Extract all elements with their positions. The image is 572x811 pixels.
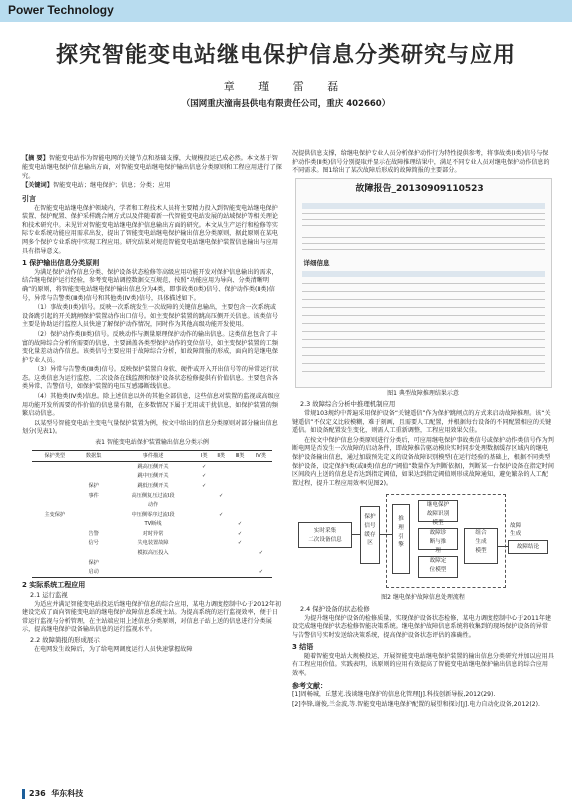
table-cell (212, 472, 230, 482)
report-row-line (302, 347, 545, 348)
table-cell (32, 501, 78, 511)
table-cell (250, 520, 272, 530)
table-header-cell: 保护类型 (32, 450, 78, 462)
table-cell (230, 501, 250, 511)
table-cell: ✓ (202, 463, 207, 470)
table-cell: 主变保护 (44, 511, 66, 518)
report-row-line (302, 243, 545, 244)
table-cell (250, 510, 272, 520)
table-cell (32, 472, 78, 482)
detail-heading: 详细信息 (303, 258, 330, 267)
table-cell (196, 539, 212, 549)
table-cell (196, 510, 212, 520)
table-cell (250, 501, 272, 511)
table-cell (32, 529, 78, 539)
report-row-line (302, 339, 545, 340)
table-row (32, 549, 272, 559)
table-cell (230, 472, 250, 482)
table-cell (212, 481, 230, 491)
report-row-line (302, 323, 545, 324)
table-row (32, 568, 272, 578)
table-row (32, 501, 272, 511)
table-cell (212, 549, 230, 559)
table-cell (32, 481, 78, 491)
subsection-paragraph: 在电网发生故障后，为了给电网调度运行人员快速掌握故障 (34, 645, 193, 653)
table-cell (196, 558, 212, 568)
report-header-bar (302, 203, 545, 209)
table-cell (196, 568, 212, 578)
table-cell: ✓ (237, 530, 243, 537)
table-header-cell: Ⅰ类 (196, 450, 212, 462)
table-cell (78, 520, 110, 530)
authors: 章 瑾 雷 磊 (223, 80, 349, 93)
table-cell (212, 558, 230, 568)
figure-1-caption: 图1 典型故障推理结果示意 (387, 389, 459, 397)
continued-paragraph: 况提供信息支撑，给继电保护专业人员分析保护动作行为特性提供参考，将事故类(Ⅰ类)信号与保护动作类(Ⅱ类)信号分别提取并显示在故障推理结果中，满足不同专业人员对继电保护动作信息的不同需求。图1给出了某次故障后形成的故障简报的主要部分。 (292, 150, 550, 175)
table-cell (78, 501, 110, 511)
processing-flow-diagram (298, 492, 548, 592)
report-row-line (302, 355, 545, 356)
signal-buffer-box: 保护 信号 缓存 区 (360, 506, 380, 564)
table-cell: 信号 (88, 540, 99, 547)
subsection-paragraph: 为适应并满足智能变电站投运后继电保护信息的综合应用，某电力调度控制中心于2012年初建设完成了面向智能变电站的继电保护故障信息系统主站。为提高系统的运行监视效率，便于日常运行监视与分析管理，在主站端应用上述信息分类原则，对信息子站上送的信息进行分类展示，提高继电保护设备输出信息的运行监视水平。 (22, 600, 282, 634)
table-cell (250, 529, 272, 539)
table-cell: 高压侧复压过流Ⅰ段 (131, 492, 175, 499)
table-cell (32, 462, 78, 472)
table-cell: 保护 (88, 482, 99, 489)
report-row-line (302, 237, 545, 238)
journal-header-bar (0, 0, 572, 22)
table-cell: ✓ (258, 550, 264, 557)
table-cell: 事件 (88, 492, 99, 499)
report-row-line (302, 315, 545, 316)
table-cell (230, 462, 250, 472)
conclusion-paragraph: 随着智能变电站大规模投运，开展智能变电站继电保护装置的输出信息分类研究并加以应用具有工程应用价值。实践表明，该原则的应用有效提高了智能变电站继电保护输出信息的综合应用效率。 (292, 652, 554, 678)
section-1-paragraph: 为满足保护动作信息分类、保护设备状态检修等高级应用功能开发对保护信息输出的需求，结合继电保护运行经验，参考变电站调控数据交互规范，按照“功能应用为导向、分类清晰明确”的原则，将智能变电站继电保护输出信息分为4类，即事故类(Ⅰ类)信号、保护动作类(Ⅱ类)信号，异常与告警类(Ⅲ类)信号和其他类(Ⅳ类)信号，具体描述如下。 (22, 268, 278, 302)
table-cell (196, 549, 212, 559)
table-cell (78, 462, 110, 472)
fault-report-figure (295, 178, 552, 388)
section-2-heading: 2 实际系统工程应用 (22, 581, 86, 590)
table-cell (230, 558, 250, 568)
table-cell: 失电装置故障 (137, 540, 169, 547)
reference-item: [2]李锋,谢俊,兰金波,等.智能变电站继电保护配置的展望和探讨[J].电力自动化设备,2012(2). (292, 700, 540, 708)
table-cell (230, 481, 250, 491)
classification-table (32, 450, 272, 579)
table-cell: 告警 (88, 530, 99, 537)
table-cell: 启动 (78, 568, 110, 578)
keywords-label: 【关键词】 (22, 182, 53, 189)
table-cell: 模拟高压投入 (137, 550, 169, 557)
table-cell (110, 568, 196, 578)
reference-item: [1]周畅城，丘慧光.浅谈继电保护的信息化管理[J].科技创新导报,2012(29). (292, 691, 496, 699)
table-cell (78, 472, 110, 482)
table-cell: 跳中压侧开关 (137, 473, 169, 480)
table-cell (78, 549, 110, 559)
table-cell: ✓ (237, 540, 243, 547)
section-3-heading: 3 结语 (292, 643, 314, 652)
flow-arrow (352, 534, 360, 535)
table-cell (250, 481, 272, 491)
table-cell (230, 491, 250, 501)
section-1-paragraph: （1）事故类(Ⅰ类)信号。反映一次系统发生一次故障的关键信息输出，主要包含一次系统或设备跳引起的开关跳闸保护装置动作出口信号。如主变保护装置的跳高压侧开关信息。该类信号主要是协助运行监控人员快速了解保护动作情况，同时作为其他高级功能开发使用。 (22, 304, 278, 329)
figure-2-caption: 图2 继电保护故障信息处理流程 (381, 594, 465, 602)
fault-conclusion-box: 故障结论 (508, 540, 548, 554)
table-cell (212, 539, 230, 549)
table-cell: 跳高压侧开关 (137, 463, 169, 470)
report-row-line (302, 371, 545, 372)
table-cell (250, 491, 272, 501)
table-cell: ✓ (202, 473, 207, 480)
subsection-heading: 2.2 故障简报的形成展示 (30, 635, 100, 644)
table-cell: 对时异常 (142, 530, 164, 537)
report-row-line (302, 307, 545, 308)
table-row (32, 491, 272, 501)
table-header-cell: Ⅱ类 (212, 450, 230, 462)
page-footer (22, 788, 83, 799)
report-row-line (302, 283, 545, 284)
table-cell (32, 520, 78, 530)
subsection-paragraph: 常规103规约中普遍采用保护设备“关键遥信”作为保护跳闸点的方式来启动故障推理。该“关键遥信”不仅定义比较模糊，难于刻画，且需要人工配置，并根据每台设备的不同配置相应的关键遥信。如设备配置发生变化，则需人工重新调整，工程应用效果欠佳。 (292, 409, 552, 435)
right-column (292, 150, 554, 710)
section-1-heading: 1 保护输出信息分类原则 (22, 259, 100, 268)
table-row (32, 529, 272, 539)
table-header-cell: 事件描述 (110, 450, 196, 462)
table-cell (250, 558, 272, 568)
fault-diagnosis-box: 故障诊 断与推 理 (418, 528, 458, 550)
table-cell (196, 501, 212, 511)
report-row-line (302, 291, 545, 292)
section-1-paragraph: （4）其他类(Ⅳ类)信息。除上述信息以外的其他全部信息，这些信息对装置的监视或高级应用功能开发所需要的作价值的信息量有限，在多数情况下属于无用或干扰信息，如保护装置的频繁启动信息。 (22, 393, 280, 418)
table-cell: 保护 (88, 559, 99, 566)
table-cell: ✓ (219, 511, 224, 518)
table-cell: 动作 (147, 502, 159, 509)
table-cell (78, 510, 110, 520)
table-cell (32, 558, 78, 568)
abstract-text: 智能变电站作为智能电网的关键节点和基础支撑，大规模投运已成必然。本文基于智能变电站继电保护信息输出方面，对智能变电站继电保护输出信息分类原则和工程应用进行了探究。 (22, 155, 282, 180)
section-1-paragraph: （2）保护动作类(Ⅱ类)信号。反映动作与测量原理保护动作的输出信息。这类信息包含了丰富的故障综合分析所需要的信息，主要涵盖各类型保护动作的变位信号，如主变保护装置的工频变化量差动动作信息。该类信号主要应用于故障综合分析，如故障简报的形成，面向的是继电保护专业人员。 (22, 330, 278, 364)
report-row-line (302, 299, 545, 300)
table-cell (212, 520, 230, 530)
table-row (32, 462, 272, 472)
abstract-label: 【摘 要】 (22, 155, 49, 162)
table-cell (32, 549, 78, 559)
report-row-line (302, 331, 545, 332)
subsection-heading: 2.4 保护设备的状态检修 (300, 604, 370, 613)
left-column (22, 192, 282, 655)
inference-engine-box: 推 理 引 擎 (392, 504, 410, 574)
table-cell (196, 529, 212, 539)
table-cell (196, 520, 212, 530)
table-cell (250, 472, 272, 482)
table-cell (196, 491, 212, 501)
table-cell (212, 529, 230, 539)
table-cell: 中压侧零序过流Ⅰ段 (131, 511, 175, 518)
table-cell (230, 549, 250, 559)
report-row-line (302, 219, 545, 220)
subsection-heading: 2.3 故障综合分析中推理机制应用 (300, 400, 396, 409)
table-row (32, 558, 272, 568)
table-header-cell: 数据集 (78, 450, 110, 462)
flow-arrow (380, 534, 392, 535)
table-row (32, 481, 272, 491)
fault-location-box: 故障定 位模型 (418, 556, 458, 578)
journal-name: Power Technology (8, 3, 114, 17)
references-heading: 参考文献： (292, 681, 327, 690)
fault-identify-model-box: 继电保护 故障识别 模型 (418, 500, 458, 522)
table-cell (230, 568, 250, 578)
table-cell (32, 491, 78, 501)
footer-bar (22, 789, 25, 799)
table-cell: 跳低压侧开关 (137, 482, 169, 489)
subsection-paragraph: 为提升继电保护设备的检修质量，实现保护设备状态检修，某电力调度控制中心于2011年建设完成继电保护状态检修智能决策系统。继电保护故障信息系统将收集到的现场保护设备的异常与告警信号实时发送给决策系统，提高保护设备状态评估的准确性。 (292, 614, 552, 639)
report-row-line (302, 363, 545, 364)
table-cell: ✓ (202, 482, 207, 489)
report-row-line (302, 249, 545, 250)
fault-label: 故障 (510, 523, 522, 530)
table-caption: 表1 智能变电站保护装置输出信息分类示例 (95, 439, 209, 447)
report-header-bar (302, 271, 545, 277)
table-header-cell: Ⅲ类 (230, 450, 250, 462)
table-cell: TV断线 (144, 521, 162, 528)
table-row (32, 520, 272, 530)
table-header-cell: Ⅳ类 (250, 450, 272, 462)
report-row-line (302, 213, 545, 214)
table-cell: ✓ (237, 521, 243, 528)
keywords-text: 智能变电站；继电保护；信息；分类；应用 (52, 182, 171, 189)
table-cell (110, 558, 196, 568)
table-cell: ✓ (250, 568, 272, 578)
subsection-heading: 2.1 运行监视 (30, 590, 68, 599)
paper-title: 探究智能变电站继电保护信息分类研究与应用 (55, 43, 516, 68)
table-cell (250, 462, 272, 472)
table-cell (32, 568, 78, 578)
section-1-paragraph: 以某型号智能变电站主变电气量保护装置为例，按文中给出的信息分类原则对部分输出信息划分(见表1)。 (22, 419, 278, 436)
flow-arrow (498, 546, 508, 547)
footer-journal: 华东科技 (51, 789, 84, 798)
realtime-collect-box: 实时采集 二次设备信息 (298, 522, 352, 548)
subsection-paragraph: 在按文中保护信息分类原则进行分类后，可应用继电保护事故类信号或保护动作类信号作为判断电网是否发生一次故障的启动条件，即故障推告驱动模块实时同步处理数据缓存区域内的继电保护设备输出信息，通过加载预先定义的设备故障识别模型(在运行经验的基础上，根据不同类型保护设备，设定保护Ⅰ类(或Ⅱ类)信息的“阈值”数量作为判断依据)，判断某一台保护设备在指定时间区间段内上送的信息是否达到指定阈值，如果达到指定阈值则形成故障通知，避免繁杂的人工配置过程，提升工程应用效率(见图2)。 (292, 436, 554, 487)
page-number: 236 (29, 789, 46, 798)
table-cell (230, 510, 250, 520)
table-cell (32, 539, 78, 549)
table-cell: ✓ (219, 492, 224, 499)
abstract (22, 154, 282, 190)
report-row-line (302, 225, 545, 226)
section-1-paragraph: （3）异常与告警类(Ⅲ类)信号。反映保护装置自身软、硬件或开入开出信号等的异常运行状态。这类信息为运行监控、二次设备在线监测和保护设备状态检修提供有价值信息。主要包含各类异常、告警信号，如保护装置的电压互感器断线信息。 (22, 366, 279, 391)
intro-paragraph: 在智能变电站继电保护领域内，学者和工程技术人员将主要精力投入到智能变电站继电保护装置、保护配置、保护采样跳合闸方式以及伴随着新一代智能变电站发展的站域保护等相关理论和技术研究中。未见针对智能变电站继电保护信息输出方面的研究。本文从生产运行和检修等实际专业系统功能应用需求出发，提出了智能变电站继电保护输出信息分类原则，据此原则在某电网多个保护专业系统中实现工程应用。研究结果对规范智能变电站继电保护装置信息输出与应用具有指导意义。 (22, 204, 278, 255)
intro-heading: 引言 (22, 195, 36, 203)
affiliation: （国网重庆潼南县供电有限责任公司，重庆 402660） (181, 99, 391, 109)
fault-report-title: 故障报告_20130909110523 (355, 183, 484, 194)
combine-generate-box: 组合 生成 模型 (464, 528, 498, 564)
table-row (32, 510, 272, 520)
table-cell (212, 568, 230, 578)
table-row (32, 539, 272, 549)
table-cell (212, 462, 230, 472)
table-cell (250, 539, 272, 549)
table-cell (212, 501, 230, 511)
table-row (32, 472, 272, 482)
generate-label: 生成 (510, 531, 522, 538)
